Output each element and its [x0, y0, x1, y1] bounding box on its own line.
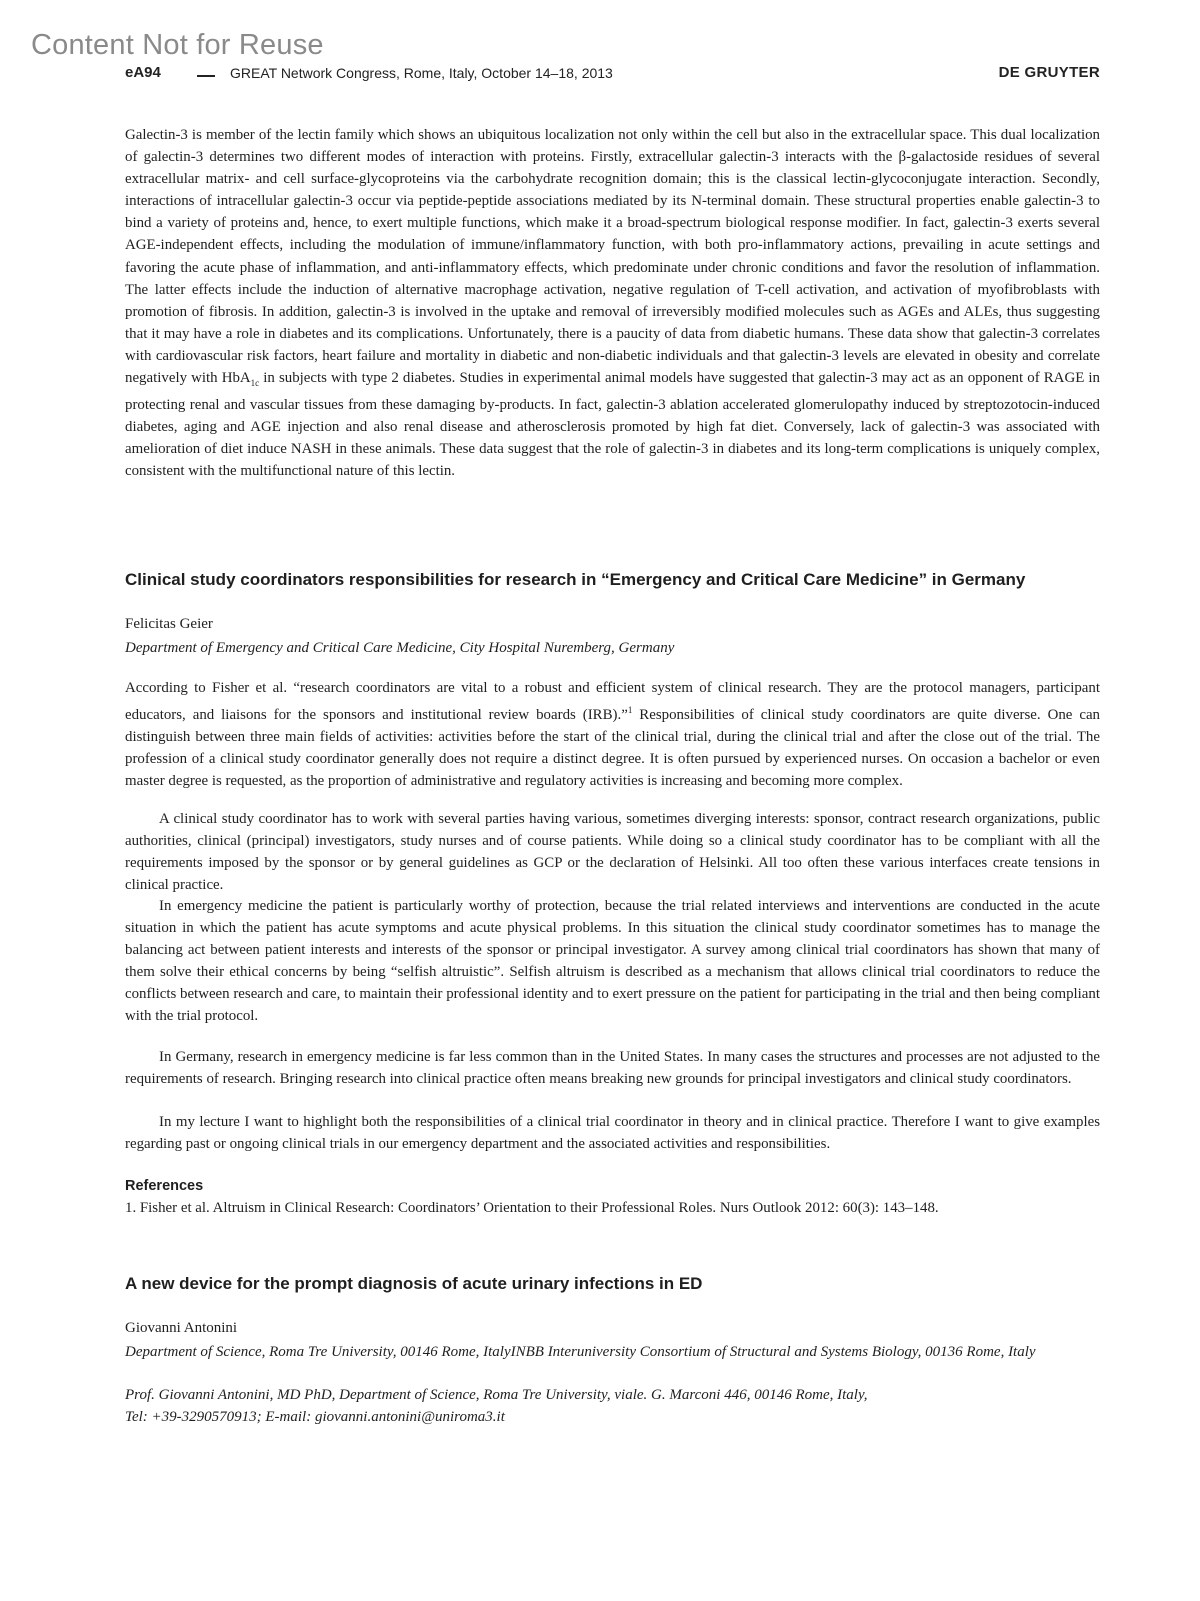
galectin-paragraph: Galectin-3 is member of the lectin family which shows an ubiquitous localization not only within the cell but also in the extracellular space. This dual localization of galectin-3 determines two different modes of interaction with proteins. Firstly, extracellular galectin-3 interacts with the β-galactoside residues of several extracellular matrix- and cell surface-glycoproteins via the carbohydrate recognition domain; this is the classical lectin-glycoconjugate interaction. Secondly, interactions of intracellular galectin-3 occur via peptide-peptide associations mediated by its N-terminal domain. These structural properties enable galectin-3 to bind a variety of proteins and, hence, to exert multiple functions, which make it a broad-spectrum biological response modifier. In fact, galectin-3 exerts several AGE-independent effects, including the modulation of immune/inflammatory function, with both pro-inflammatory actions, prevailing in acute settings and favoring the acute phase of inflammation, and anti-inflammatory effects, which predominate under chronic conditions and favor the resolution of inflammation. The latter effects include the induction of alternative macrophage activation, negative regulation of T-cell activation, and activation of myofibroblasts with promotion of fibrosis. In addition, galectin-3 is involved in the uptake and removal of irreversibly modified molecules such as AGEs and ALEs, thus suggesting that it may have a role in diabetes and its complications. Unfortunately, there is a paucity of data from diabetic humans. These data show that galectin-3 correlates with cardiovascular risk factors, heart failure and mortality in diabetic and non-diabetic individuals and that galectin-3 levels are elevated in obesity and correlate negatively with HbA$_{1c}$ in subjects with type 2 diabetes. Studies in experimental animal models have suggested that galectin-3 may act as an opponent of RAGE in protecting renal and vascular tissues from these damaging by-products. In fact, galectin-3 ablation accelerated glomerulopathy induced by streptozotocin-induced diabetes, aging and AGE injection and also renal disease and atherosclerosis promoted by high fat diet. Conversely, lack of galectin-3 was associated with amelioration of diet induce NASH in these animals. These data suggest that the role of galectin-3 in diabetes and its long-term complications is uniquely complex, consistent with the multifunctional nature of this lectin.	[125, 127, 1100, 480]
article1-author: Felicitas Geier	[125, 616, 213, 632]
article1-affiliation: Department of Emergency and Critical Care Medicine, City Hospital Nuremberg, Germany	[125, 640, 675, 656]
watermark: Content Not for Reuse	[31, 29, 324, 61]
article1-paragraph-2: A clinical study coordinator has to work with several parties having various, sometimes diverging interests: sponsor, contract research organizations, public authorities, clinical (principal) investigators, study nurses and of course patients. While doing so a clinical study coordinator has to be compliant with all the requirements imposed by the sponsor or by general guidelines as GCP or the declaration of Helsinki. All too often these various interfaces create tensions in clinical practice.	[125, 811, 1100, 894]
references-heading: References	[125, 1178, 204, 1194]
conference-name: GREAT Network Congress, Rome, Italy, October 14–18, 2013	[230, 65, 613, 81]
article2-affiliation: Department of Science, Roma Tre University, 00146 Rome, ItalyINBB Interuniversity Consortium of Structural and Systems Biology, 00136 Rome, Italy	[125, 1344, 1036, 1360]
page-number: eA94	[125, 64, 161, 81]
article2-title: A new device for the prompt diagnosis of acute urinary infections in ED	[125, 1274, 703, 1293]
publisher-name: DE GRUYTER	[998, 64, 1100, 81]
article1-paragraph-1: According to Fisher et al. “research coordinators are vital to a robust and efficient system of clinical research. They are the protocol managers, participant educators, and liaisons for the sponsors and institutional review boards (IRB).”$^1$ Responsibilities of clinical study coordinators are quite diverse. One can distinguish between three main fields of activities: activities before the start of the clinical trial, during the clinical trial and after the close out of the trial. The profession of a clinical study coordinator generally does not require a distinct degree. It is often pursued by experienced nurses. On occasion a bachelor or even master degree is requested, as the proportion of administrative and regulatory activities is increasing and becoming more complex.	[125, 680, 1100, 790]
article2-author: Giovanni Antonini	[125, 1320, 238, 1336]
running-head-dash	[197, 75, 215, 77]
article1-title: Clinical study coordinators responsibilities for research in “Emergency and Critical Care Medicine” in Germany	[125, 570, 1026, 589]
article1-paragraph-4: In Germany, research in emergency medicine is far less common than in the United States. In many cases the structures and processes are not adjusted to the requirements of research. Bringing research into clinical practice often means breaking new grounds for principal investigators and clinical study coordinators.	[125, 1049, 1100, 1088]
article2-contact-details: Tel: +39-3290570913; E-mail: giovanni.antonini@uniroma3.it	[125, 1409, 505, 1425]
running-head	[125, 64, 1100, 84]
article1-paragraph-5: In my lecture I want to highlight both the responsibilities of a clinical trial coordinator in theory and in clinical practice. Therefore I want to give examples regarding past or ongoing clinical trials in our emergency department and the associated activities and responsibilities.	[125, 1114, 1100, 1153]
reference-item: 1. Fisher et al. Altruism in Clinical Research: Coordinators’ Orientation to their Professional Roles. Nurs Outlook 2012: 60(3): 143–148.	[125, 1200, 939, 1216]
article1-paragraph-3: In emergency medicine the patient is particularly worthy of protection, because the trial related interviews and interventions are conducted in the acute situation in which the patient has acute symptoms and acute physical problems. In this situation the clinical study coordinator sometimes has to manage the balancing act between patient interests and interests of the sponsor or principal investigator. A survey among clinical trial coordinators has shown that many of them solve their ethical concerns by being “selfish altruistic”. Selfish altruism is described as a mechanism that allows clinical trial coordinators to reduce the conflicts between research and care, to maintain their professional identity and to exert pressure on the patient for participating in the trial and then being compliant with the trial protocol.	[125, 898, 1100, 1025]
article2-contact: Prof. Giovanni Antonini, MD PhD, Department of Science, Roma Tre University, viale. G. Marconi 446, 00146 Rome, Italy,	[125, 1387, 868, 1403]
